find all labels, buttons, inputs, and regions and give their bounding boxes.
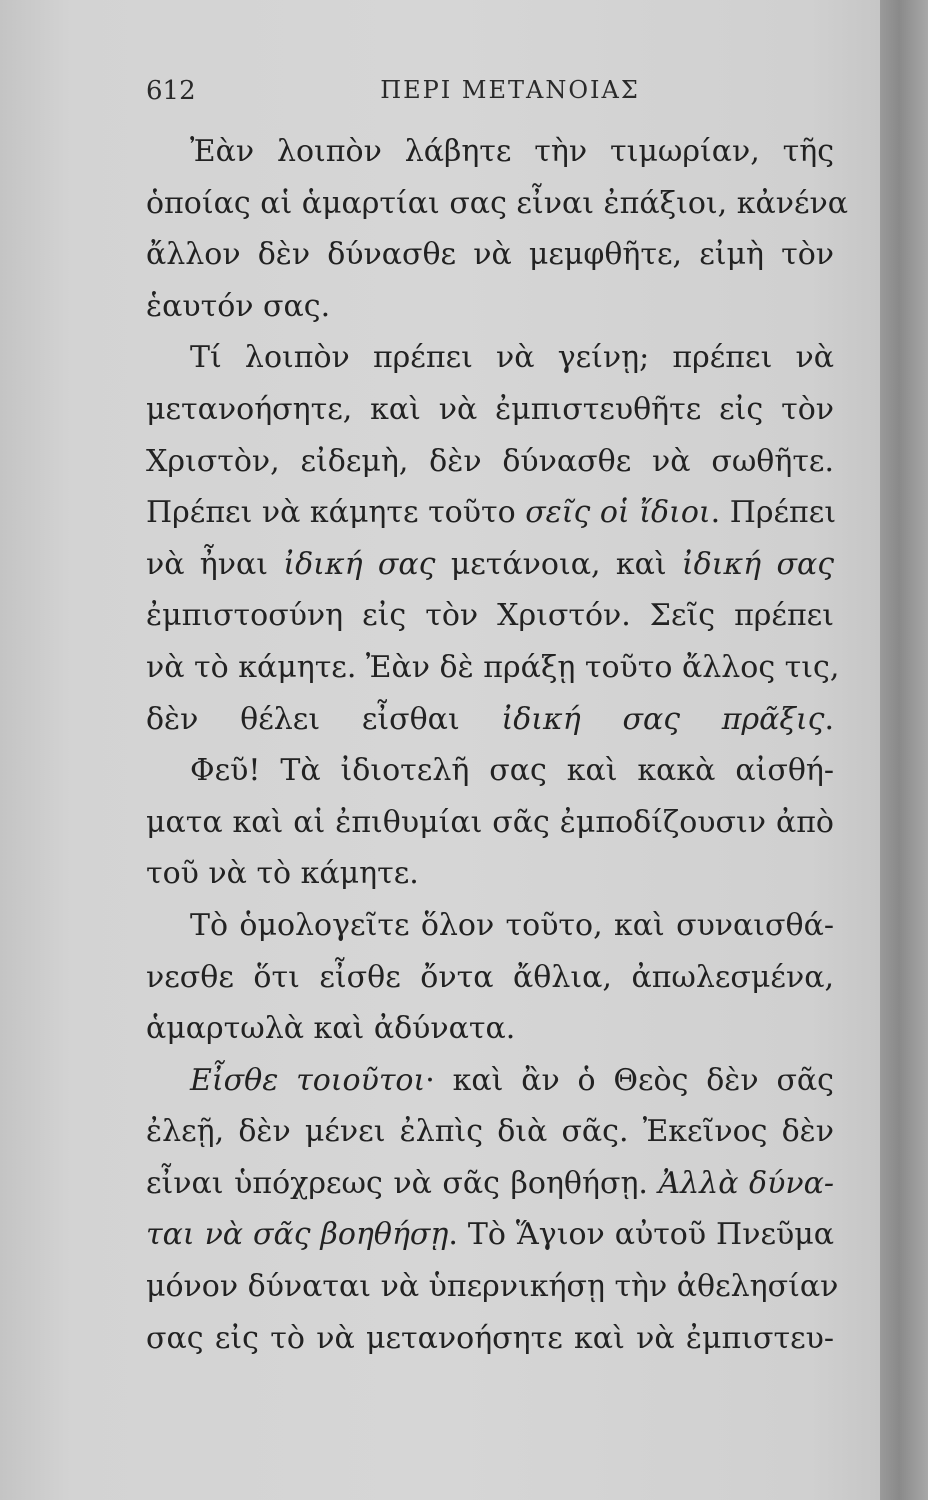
text-line: σας εἰς τὸ νὰ μετανοήσητε καὶ νὰ ἐμπιστευ- [146,1320,834,1356]
text-segment: . Τὸ Ἅγιον αὐτοῦ Πνεῦμα [448,1217,834,1253]
text-line: Τὸ ὁμολογεῖτε ὅλον τοῦτο, καὶ συναισθά- [190,907,834,943]
body-text [146,126,849,1364]
text-line: ὁποίας αἱ ἁμαρτίαι σας εἶναι ἐπάξιοι, κἀνένα [146,185,849,221]
text-line: Τί λοιπὸν πρέπει νὰ γείνῃ; πρέπει νὰ [190,340,834,376]
text-segment: . Πρέπει [710,495,837,531]
text-line: μόνον δύναται νὰ ὑπερνικήσῃ τὴν ἀθελησίαν [146,1269,839,1305]
text-segment: εἶναι ὑπόχρεως νὰ σᾶς βοηθήσῃ. [146,1165,659,1201]
text-line: Φεῦ! Τὰ ἰδιοτελῆ σας καὶ κακὰ αἰσθή- [190,753,834,789]
italic-text: Εἶσθε τοιοῦτοι [190,1062,426,1098]
text-line: νὰ τὸ κάμητε. Ἐὰν δὲ πράξῃ τοῦτο ἄλλος τις, [146,649,840,685]
italic-text: ἰδική σας πρᾶξις [501,701,825,737]
text-line: Χριστὸν, εἰδεμὴ, δὲν δύνασθε νὰ σωθῆτε. [146,443,834,479]
text-line [146,539,834,591]
text-line: ματα καὶ αἱ ἐπιθυμίαι σᾶς ἐμποδίζουσιν ἀπὸ [146,804,834,840]
italic-text: ἰδική σας [283,546,436,582]
text-line: μετανοήσητε, καὶ νὰ ἐμπιστευθῆτε εἰς τὸν [146,391,834,427]
text-line: ἑαυτόν σας. [146,288,331,324]
text-segment: μετάνοια, καὶ [435,546,682,582]
italic-text: ἰδική σας [681,546,835,582]
page-header [146,72,834,112]
text-segment: . [824,701,835,737]
text-line: ἄλλον δὲν δύνασθε νὰ μεμφθῆτε, εἰμὴ τὸν [146,237,834,273]
text-segment: δὲν θέλει εἶσθαι [146,701,502,737]
text-segment: Πρέπει νὰ κάμητε τοῦτο [146,495,526,531]
italic-text: σεῖς οἱ ἴδιοι [525,495,711,531]
text-line: τοῦ νὰ τὸ κάμητε. [146,856,419,892]
page-edge [880,0,928,1500]
italic-text: Ἀλλὰ δύνα- [658,1165,834,1201]
italic-text: ται νὰ σᾶς βοηθήσῃ [146,1217,449,1253]
text-line: ἁμαρτωλὰ καὶ ἀδύνατα. [146,1011,516,1047]
page-number: 612 [146,76,196,106]
text-segment: νὰ ἦναι [146,546,284,582]
text-line: Ἐὰν λοιπὸν λάβητε τὴν τιμωρίαν, τῆς [190,134,834,169]
text-line [146,694,834,746]
text-line [146,1055,834,1107]
text-segment: · καὶ ἂν ὁ Θεὸς δὲν σᾶς [425,1062,834,1098]
text-line [146,1158,834,1210]
running-title: ΠΕΡΙ ΜΕΤΑΝΟΙΑΣ [380,76,640,104]
text-line: νεσθε ὅτι εἶσθε ὄντα ἄθλια, ἀπωλεσμένα, [146,959,834,995]
text-line: ἐμπιστοσύνη εἰς τὸν Χριστόν. Σεῖς πρέπει [146,598,834,634]
text-line [146,1209,834,1261]
text-line [146,487,837,539]
text-line: ἐλεῇ, δὲν μένει ἐλπὶς διὰ σᾶς. Ἐκεῖνος δὲν [146,1114,834,1150]
